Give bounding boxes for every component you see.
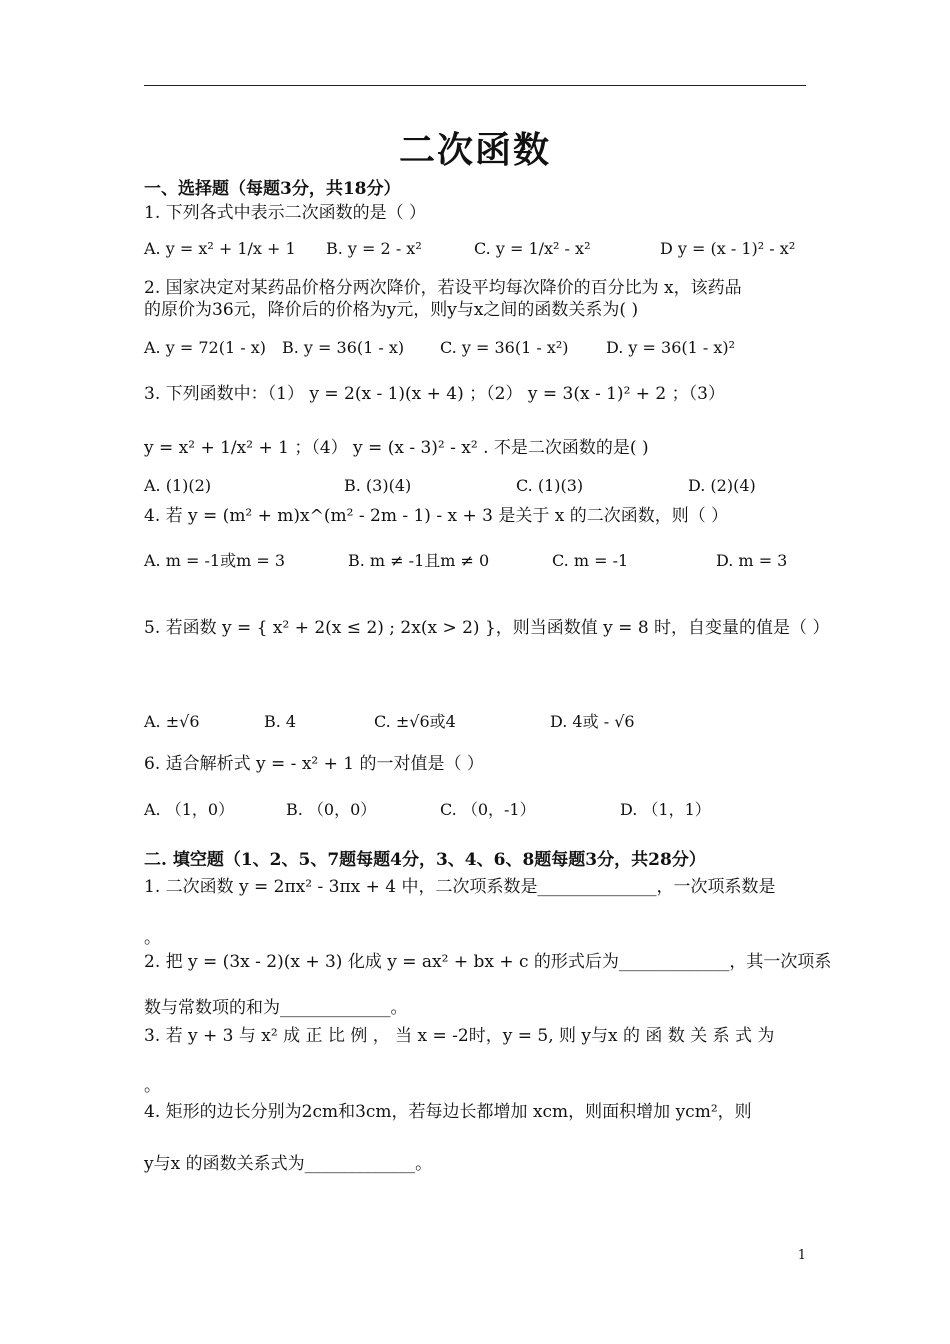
- q3-option-b: B. (3)(4): [344, 476, 412, 495]
- q2-option-c: C. y = 36(1 - x²): [440, 338, 569, 357]
- q6-stem: 6. 适合解析式 y = - x² + 1 的一对值是（ ）: [144, 754, 484, 774]
- q4-option-a: A. m = -1或m = 3: [144, 551, 285, 570]
- q5-stem: 5. 若函数 y = { x² + 2(x ≤ 2) ; 2x(x > 2) }，则当函数值 y = 8 时，自变量的值是（ ）: [144, 618, 830, 638]
- fill-q1-line2: 。: [144, 928, 161, 948]
- q2-option-d: D. y = 36(1 - x)²: [606, 338, 736, 357]
- q2-line1: 2. 国家决定对某药品价格分两次降价，若设平均每次降价的百分比为 x，该药品: [144, 278, 742, 298]
- q4-option-d: D. m = 3: [716, 551, 788, 570]
- q6-option-a: A. （1，0）: [144, 800, 235, 819]
- fill-q2-line1: 2. 把 y = (3x - 2)(x + 3) 化成 y = ax² + bx + c 的形式后为_____________，其一次项系: [144, 952, 832, 972]
- q2-option-b: B. y = 36(1 - x): [282, 338, 405, 357]
- q4-stem: 4. 若 y = (m² + m)x^(m² - 2m - 1) - x + 3 是关于 x 的二次函数，则（ ）: [144, 506, 729, 526]
- q2-line2: 的原价为36元，降价后的价格为y元，则y与x之间的函数关系为( ): [144, 300, 639, 320]
- q3-option-c: C. (1)(3): [516, 476, 584, 495]
- fill-q3-line1: 3. 若 y + 3 与 x² 成 正 比 例 ， 当 x = -2时，y = 5, 则 y与x 的 函 数 关 系 式 为: [144, 1026, 775, 1046]
- q5-option-c: C. ±√6或4: [374, 712, 456, 731]
- section2-heading: 二. 填空题（1、2、5、7题每题4分，3、4、6、8题每题3分，共28分）: [144, 850, 706, 870]
- q2-option-a: A. y = 72(1 - x): [144, 338, 266, 357]
- q6-option-c: C. （0，-1）: [440, 800, 536, 819]
- q5-option-a: A. ±√6: [144, 712, 200, 731]
- fill-q2-line2: 数与常数项的和为_____________。: [144, 998, 408, 1018]
- fill-q4-line1: 4. 矩形的边长分别为2cm和3cm，若每边长都增加 xcm，则面积增加 ycm²，则: [144, 1102, 752, 1122]
- fill-q4-line2: y与x 的函数关系式为_____________。: [144, 1154, 433, 1174]
- fill-q1-line1: 1. 二次函数 y = 2πx² - 3πx + 4 中，二次项系数是______________，一次项系数是: [144, 877, 776, 897]
- q3-line1: 3. 下列函数中：（1） y = 2(x - 1)(x + 4) ；（2） y = 3(x - 1)² + 2 ；（3）: [144, 384, 725, 404]
- q1-option-b: B. y = 2 - x²: [326, 239, 422, 258]
- q1-stem: 1. 下列各式中表示二次函数的是（ ）: [144, 203, 427, 223]
- q5-option-b: B. 4: [264, 712, 297, 731]
- q4-option-c: C. m = -1: [552, 551, 629, 570]
- q6-option-b: B. （0，0）: [286, 800, 377, 819]
- q3-option-a: A. (1)(2): [144, 476, 212, 495]
- q5-option-d: D. 4或 - √6: [550, 712, 635, 731]
- page-title: 二次函数: [398, 129, 551, 171]
- q3-line2: y = x² + 1/x² + 1 ；（4） y = (x - 3)² - x² . 不是二次函数的是( ): [144, 438, 649, 458]
- q1-option-c: C. y = 1/x² - x²: [474, 239, 591, 258]
- q4-option-b: B. m ≠ -1且m ≠ 0: [348, 551, 490, 570]
- q6-option-d: D. （1，1）: [620, 800, 711, 819]
- q3-option-d: D. (2)(4): [688, 476, 756, 495]
- q1-option-d: D y = (x - 1)² - x²: [660, 239, 796, 258]
- q1-option-a: A. y = x² + 1/x + 1: [144, 239, 296, 258]
- header-rule: [144, 85, 806, 86]
- fill-q3-line2: 。: [144, 1076, 161, 1096]
- section1-heading: 一、选择题（每题3分，共18分）: [144, 179, 401, 199]
- page-number: 1: [797, 1248, 806, 1263]
